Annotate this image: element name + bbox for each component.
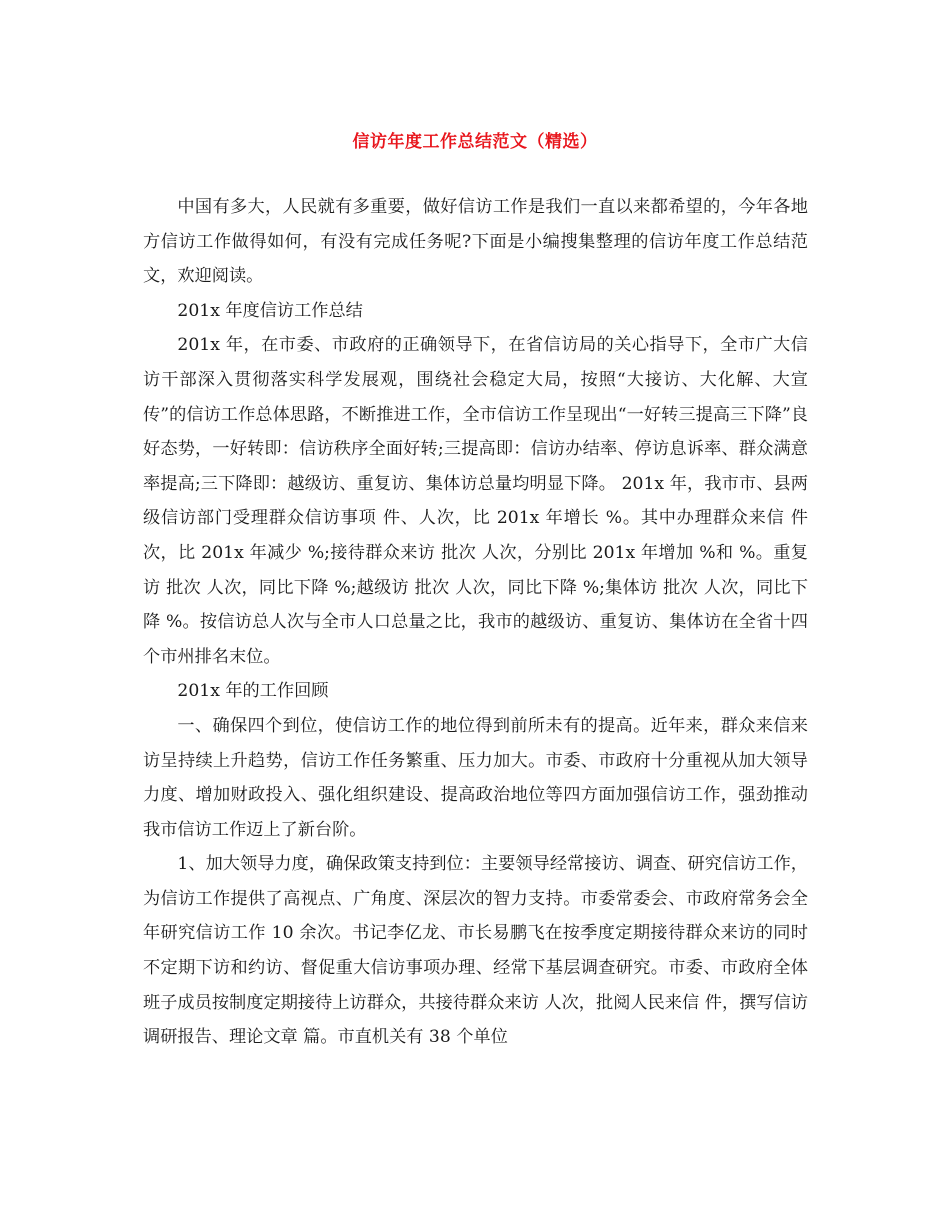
paragraph-section-one: 一、确保四个到位，使信访工作的地位得到前所未有的提高。近年来，群众来信来访呈持续上升趋势，信访工作任务繁重、压力加大。市委、市政府十分重视从加大领导力度、增加财政投入、强化组织建设、提高政治地位等四方面加强信访工作，强劲推动我市信访工作迈上了新台阶。 [143,715,808,840]
paragraph-intro: 中国有多大，人民就有多重要，做好信访工作是我们一直以来都希望的，今年各地方信访工作做得如何，有没有完成任务呢?下面是小编搜集整理的信访年度工作总结范文，欢迎阅读。 [143,197,808,287]
document-title: 信访年度工作总结范文（精选） [352,132,598,152]
document-body [143,190,808,1055]
paragraph-heading-review: 201x 年的工作回顾 [177,681,329,702]
paragraph-item-one: 1、加大领导力度，确保政策支持到位：主要领导经常接访、调查、研究信访工作，为信访工作提供了高视点、广角度、深层次的智力支持。市委常委会、市政府常务会全年研究信访工作 10 余次。书记李亿龙、市长易鹏飞在按季度定期接待群众来访的同时不定期下访和约访、督促重大信访事项办理、经常下基层调查研究。市委、市政府全体班子成员按制度定期接待上访群众，共接待群众来访 人次，批阅人民来信 件，撰写信访调研报告、理论文章 篇。市直机关有 38 个单位 [143,854,808,1048]
paragraph-overview: 201x 年，在市委、市政府的正确领导下，在省信访局的关心指导下，全市广大信访干部深入贯彻落实科学发展观，围绕社会稳定大局，按照“大接访、大化解、大宣传”的信访工作总体思路，不断推进工作，全市信访工作呈现出“一好转三提高三下降”良好态势，一好转即：信访秩序全面好转;三提高即：信访办结率、停访息诉率、群众满意率提高;三下降即：越级访、重复访、集体访总量均明显下降。 201x 年，我市市、县两级信访部门受理群众信访事项 件、人次，比 201x 年增长 %。其中办理群众来信 件次，比 201x 年减少 %;接待群众来访 批次 人次，分别比 201x 年增加 %和 %。重复访 批次 人次，同比下降 %;越级访 批次 人次，同比下降 %;集体访 批次 人次，同比下降 %。按信访总人次与全市人口总量之比，我市的越级访、重复访、集体访在全省十四个市州排名末位。 [143,335,808,667]
paragraph-heading-summary: 201x 年度信访工作总结 [177,300,363,321]
